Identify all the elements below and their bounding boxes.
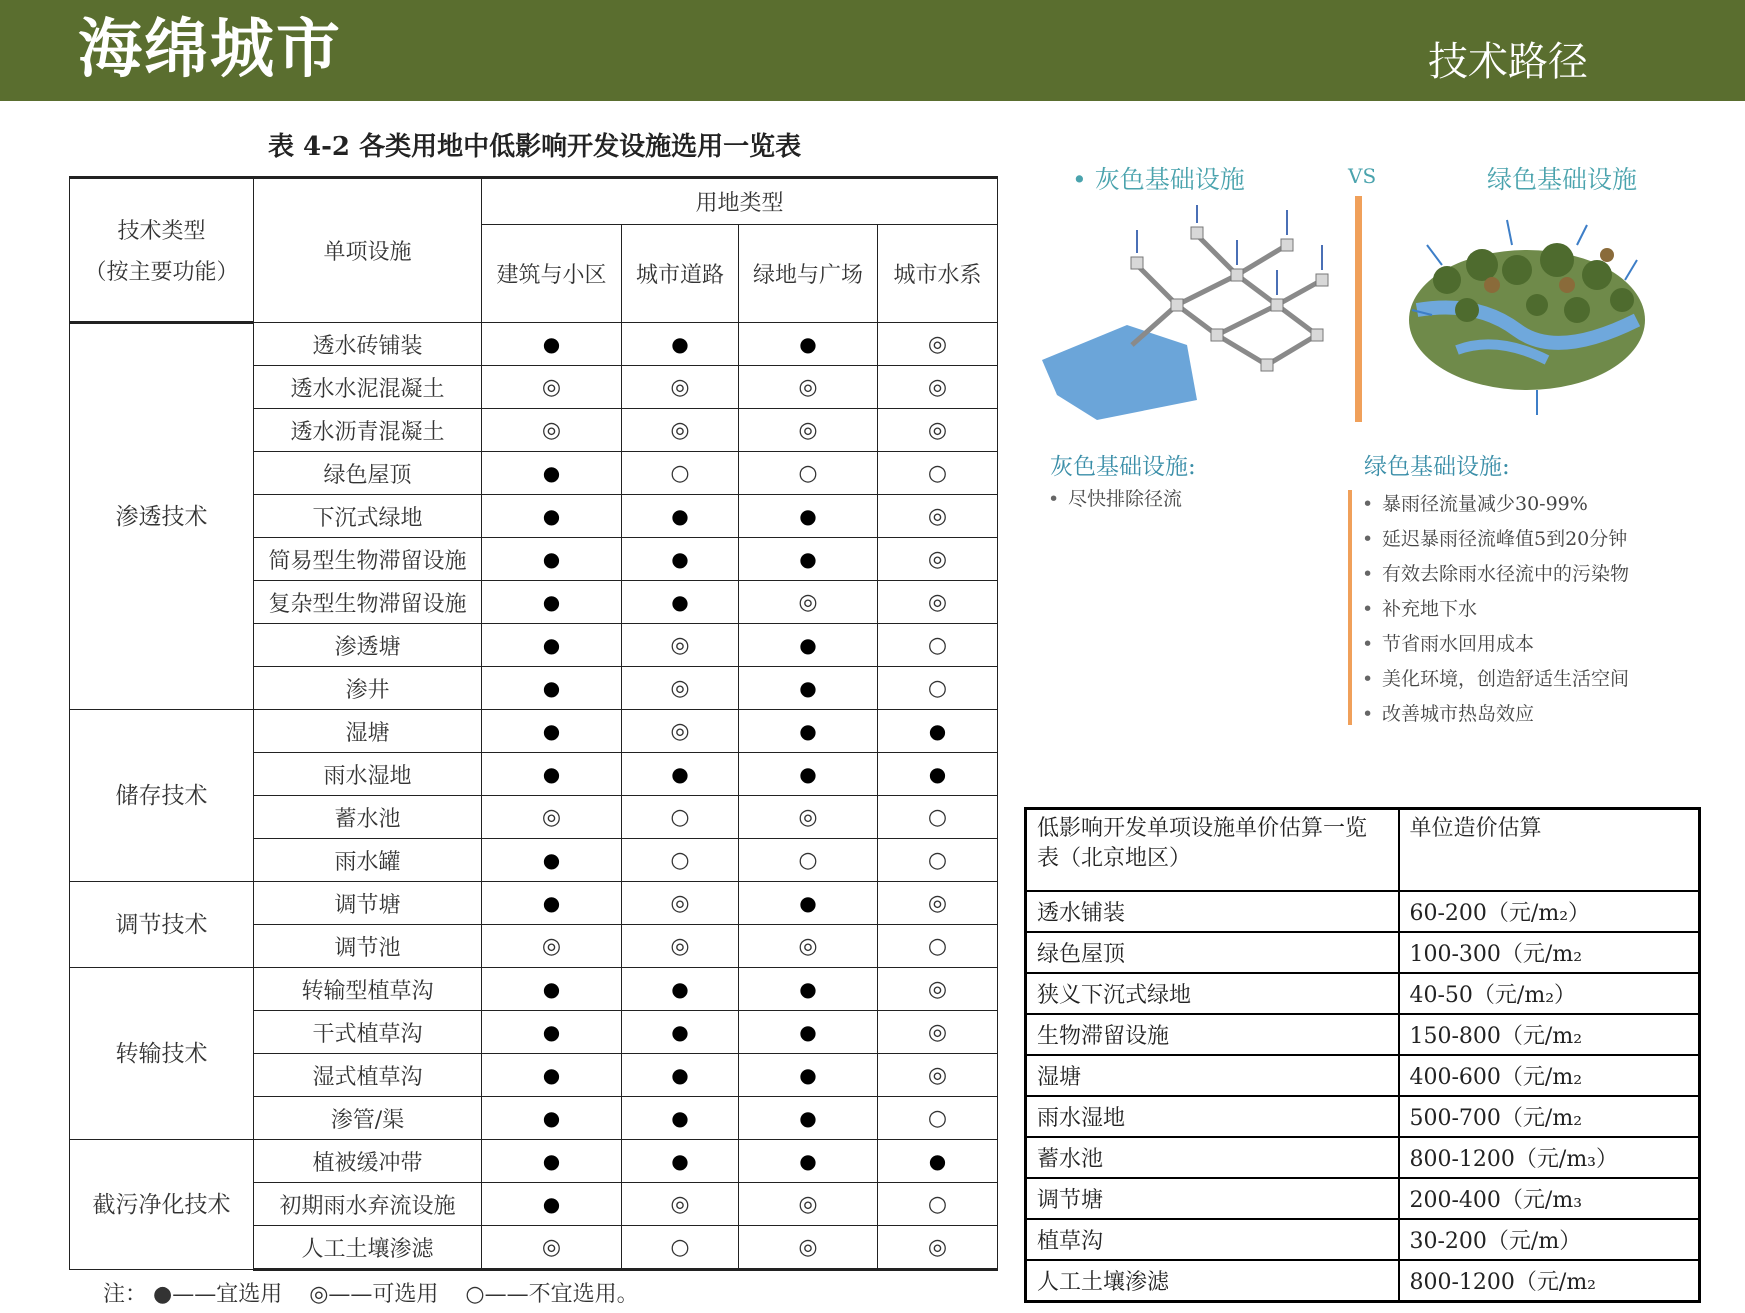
optional-mark: ◎: [798, 933, 818, 959]
suitable-mark: ●: [928, 761, 947, 786]
optional-mark: ◎: [670, 1191, 690, 1217]
cost-price-cell: 40-50（元/m₂）: [1399, 973, 1700, 1014]
suitable-mark: ●: [542, 1062, 561, 1087]
suitability-cell: [482, 839, 622, 882]
suitability-cell: [482, 624, 622, 667]
table-legend: [103, 1277, 645, 1308]
cost-table-body: [1026, 891, 1700, 1302]
suitability-cell: [739, 1011, 878, 1054]
optional-mark: ◎: [927, 546, 948, 572]
suitable-mark: ●: [799, 1105, 817, 1130]
optional-mark: ◎: [927, 417, 948, 443]
optional-mark: ◎: [541, 417, 562, 443]
optional-mark: ◎: [927, 976, 948, 1002]
suitability-cell: [482, 753, 622, 796]
cost-price-cell: 200-400（元/m₃: [1399, 1178, 1700, 1219]
table-row: [70, 968, 998, 1011]
suitable-mark: ●: [542, 503, 561, 528]
suitable-mark: ●: [799, 331, 817, 356]
suitability-cell: [622, 409, 739, 452]
green-point: 延迟暴雨径流峰值5到20分钟: [1382, 528, 1628, 550]
facility-cell: 透水砖铺装: [254, 323, 482, 366]
optional-mark: ◎: [670, 374, 690, 400]
list-item: • 补充地下水: [1362, 598, 1478, 620]
suitable-mark: ●: [542, 761, 561, 786]
suitability-cell: [739, 1054, 878, 1097]
gray-point: 尽快排除径流: [1068, 488, 1183, 510]
suitability-cell: [622, 839, 739, 882]
suitability-cell: [739, 968, 878, 1011]
table-row: [1026, 809, 1700, 892]
unsuitable-mark: ○: [670, 847, 690, 873]
gray-pipe-illustration: [1037, 205, 1347, 435]
facility-cell: 渗透塘: [254, 624, 482, 667]
suitable-mark: ●: [671, 1105, 689, 1130]
suitability-cell: [878, 839, 998, 882]
list-item: • 延迟暴雨径流峰值5到20分钟: [1362, 528, 1628, 550]
suitability-cell: [739, 667, 878, 710]
unsuitable-mark: ○: [927, 933, 948, 959]
facility-cell: 简易型生物滞留设施: [254, 538, 482, 581]
table-row: [1026, 1219, 1700, 1260]
suitability-cell: [482, 1140, 622, 1183]
suitability-cell: [739, 1097, 878, 1140]
cost-price-cell: 800-1200（元/m₂: [1399, 1260, 1700, 1302]
cost-header-facility: 低影响开发单项设施单价估算一览表（北京地区）: [1026, 809, 1399, 892]
list-item: • 改善城市热岛效应: [1362, 703, 1535, 725]
optional-mark: ◎: [541, 1234, 562, 1260]
facility-cell: 绿色屋顶: [254, 452, 482, 495]
suitability-cell: [622, 968, 739, 1011]
cost-price-cell: 400-600（元/m₂: [1399, 1055, 1700, 1096]
table-body: [70, 323, 998, 1270]
suitability-cell: [739, 452, 878, 495]
page-header: [0, 0, 1745, 101]
facility-cell: 人工土壤渗滤: [254, 1226, 482, 1270]
facility-cell: 调节池: [254, 925, 482, 968]
suitability-cell: [739, 624, 878, 667]
suitability-cell: [739, 538, 878, 581]
optional-mark: ◎: [541, 374, 562, 400]
facility-cell: 湿塘: [254, 710, 482, 753]
facility-cell: 雨水罐: [254, 839, 482, 882]
suitable-mark: ●: [799, 890, 817, 915]
unsuitable-mark: ○: [798, 460, 818, 486]
suitability-cell: [622, 495, 739, 538]
suitability-cell: [482, 366, 622, 409]
suitability-cell: [482, 452, 622, 495]
table-row: [1026, 1178, 1700, 1219]
suitability-cell: [739, 1226, 878, 1270]
unsuitable-mark: ○: [927, 632, 948, 658]
infrastructure-comparison: [1032, 150, 1682, 740]
green-point: 有效去除雨水径流中的污染物: [1382, 563, 1630, 585]
suitability-cell: [622, 1011, 739, 1054]
suitability-cell: [739, 1183, 878, 1226]
green-point: 改善城市热岛效应: [1382, 703, 1535, 725]
header-tech-type-line1: 技术类型: [117, 219, 206, 244]
suitability-cell: [739, 710, 878, 753]
optional-mark: ◎: [927, 589, 948, 615]
unsuitable-mark: ○: [927, 675, 948, 701]
suitability-cell: [878, 538, 998, 581]
suitable-mark: ●: [799, 976, 817, 1001]
green-point: 暴雨径流量减少30-99%: [1382, 493, 1588, 515]
header-land-type: 城市水系: [878, 225, 998, 323]
unsuitable-mark: ○: [670, 804, 690, 830]
cost-facility-cell: 植草沟: [1026, 1219, 1399, 1260]
cost-facility-cell: 调节塘: [1026, 1178, 1399, 1219]
category-cell: 截污净化技术: [70, 1140, 254, 1270]
optional-mark: ◎: [670, 417, 690, 443]
suitability-cell: [878, 581, 998, 624]
suitable-mark: ●: [671, 589, 689, 614]
optional-mark: ◎: [670, 718, 690, 744]
table-row: [70, 1140, 998, 1183]
suitability-cell: [878, 753, 998, 796]
suitability-cell: [482, 409, 622, 452]
cost-estimate-table: [1024, 807, 1701, 1303]
suitability-cell: [622, 1140, 739, 1183]
suitable-mark: ●: [542, 1148, 561, 1173]
lid-facility-table: [69, 176, 998, 1271]
green-list-bar: [1348, 490, 1352, 725]
suitability-cell: [622, 796, 739, 839]
facility-cell: 调节塘: [254, 882, 482, 925]
suitability-cell: [482, 538, 622, 581]
suitable-mark: ●: [799, 1148, 817, 1173]
suitability-cell: [482, 968, 622, 1011]
cost-facility-cell: 雨水湿地: [1026, 1096, 1399, 1137]
table-row: [70, 882, 998, 925]
suitability-cell: [622, 581, 739, 624]
suitability-cell: [739, 753, 878, 796]
optional-mark: ◎: [927, 503, 948, 529]
legend-filled: ●——宜选用: [153, 1282, 283, 1307]
optional-mark: ◎: [798, 417, 818, 443]
facility-cell: 植被缓冲带: [254, 1140, 482, 1183]
suitability-cell: [739, 796, 878, 839]
suitability-cell: [878, 495, 998, 538]
unsuitable-mark: ○: [927, 847, 948, 873]
green-landscape-illustration: [1397, 210, 1657, 430]
suitable-mark: ●: [799, 675, 817, 700]
suitable-mark: ●: [542, 976, 561, 1001]
suitable-mark: ●: [671, 546, 689, 571]
suitability-cell: [482, 1183, 622, 1226]
header-facility: 单项设施: [254, 178, 482, 323]
suitability-cell: [878, 1140, 998, 1183]
suitable-mark: ●: [542, 331, 561, 356]
green-point: 补充地下水: [1382, 598, 1478, 620]
suitability-cell: [622, 882, 739, 925]
suitability-cell: [878, 452, 998, 495]
suitable-mark: ●: [542, 847, 561, 872]
unsuitable-mark: ○: [927, 1191, 948, 1217]
suitable-mark: ●: [671, 503, 689, 528]
cost-facility-cell: 透水铺装: [1026, 891, 1399, 932]
optional-mark: ◎: [927, 1234, 948, 1260]
table-row: [1026, 932, 1700, 973]
optional-mark: ◎: [798, 1234, 818, 1260]
table-row: [1026, 973, 1700, 1014]
optional-mark: ◎: [798, 804, 818, 830]
cost-facility-cell: 生物滞留设施: [1026, 1014, 1399, 1055]
optional-mark: ◎: [798, 374, 818, 400]
suitable-mark: ●: [799, 718, 817, 743]
facility-cell: 干式植草沟: [254, 1011, 482, 1054]
cost-price-cell: 150-800（元/m₂: [1399, 1014, 1700, 1055]
optional-mark: ◎: [927, 331, 948, 357]
suitability-cell: [622, 1097, 739, 1140]
gray-infra-points: [1048, 484, 1182, 515]
table-caption: 表 4-2 各类用地中低影响开发设施选用一览表: [268, 132, 802, 162]
header-tech-type: [70, 178, 254, 323]
category-cell: 调节技术: [70, 882, 254, 968]
suitability-cell: [878, 1226, 998, 1270]
page-subtitle: 技术路径: [1428, 39, 1588, 85]
facility-cell: 透水沥青混凝土: [254, 409, 482, 452]
optional-mark: ◎: [670, 933, 690, 959]
suitable-mark: ●: [542, 890, 561, 915]
suitability-cell: [622, 452, 739, 495]
table-row: [1026, 1137, 1700, 1178]
suitability-cell: [739, 495, 878, 538]
suitability-cell: [878, 968, 998, 1011]
header-land-type: 建筑与小区: [482, 225, 622, 323]
page-title: 海绵城市: [78, 13, 342, 87]
suitability-cell: [482, 710, 622, 753]
suitability-cell: [878, 667, 998, 710]
suitability-cell: [622, 323, 739, 366]
cost-facility-cell: 人工土壤渗滤: [1026, 1260, 1399, 1302]
optional-mark: ◎: [541, 804, 562, 830]
suitability-cell: [622, 1183, 739, 1226]
suitability-cell: [482, 581, 622, 624]
suitable-mark: ●: [542, 718, 561, 743]
list-item: • 有效去除雨水径流中的污染物: [1362, 563, 1630, 585]
optional-mark: ◎: [670, 632, 690, 658]
suitable-mark: ●: [542, 1191, 561, 1216]
suitability-cell: [878, 1054, 998, 1097]
suitability-cell: [622, 925, 739, 968]
suitability-cell: [878, 710, 998, 753]
suitable-mark: ●: [671, 1062, 689, 1087]
facility-cell: 渗管/渠: [254, 1097, 482, 1140]
suitability-cell: [482, 796, 622, 839]
green-point: 节省雨水回用成本: [1382, 633, 1535, 655]
facility-cell: 雨水湿地: [254, 753, 482, 796]
legend-empty: ○——不宜选用。: [465, 1282, 639, 1307]
optional-mark: ◎: [798, 1191, 818, 1217]
cost-price-cell: 60-200（元/m₂）: [1399, 891, 1700, 932]
cost-price-cell: 30-200（元/m）: [1399, 1219, 1700, 1260]
suitable-mark: ●: [542, 1105, 561, 1130]
table-row: [1026, 1014, 1700, 1055]
table-row: [70, 323, 998, 366]
unsuitable-mark: ○: [927, 1105, 948, 1131]
suitable-mark: ●: [799, 761, 817, 786]
facility-cell: 下沉式绿地: [254, 495, 482, 538]
facility-cell: 湿式植草沟: [254, 1054, 482, 1097]
vs-divider: [1355, 196, 1362, 422]
suitable-mark: ●: [799, 1019, 817, 1044]
gray-infra-heading: 灰色基础设施:: [1050, 454, 1196, 480]
suitability-cell: [739, 1140, 878, 1183]
header-land-type: 城市道路: [622, 225, 739, 323]
legend-prefix: 注：: [103, 1282, 148, 1307]
suitability-cell: [878, 925, 998, 968]
table-row: [70, 710, 998, 753]
suitability-cell: [622, 667, 739, 710]
suitable-mark: ●: [671, 976, 689, 1001]
suitability-cell: [739, 925, 878, 968]
suitability-cell: [482, 1097, 622, 1140]
list-item: • 尽快排除径流: [1048, 488, 1183, 510]
cost-price-cell: 800-1200（元/m₃）: [1399, 1137, 1700, 1178]
suitable-mark: ●: [928, 718, 947, 743]
category-cell: 渗透技术: [70, 323, 254, 710]
suitability-cell: [878, 323, 998, 366]
facility-cell: 转输型植草沟: [254, 968, 482, 1011]
suitability-cell: [622, 710, 739, 753]
suitability-cell: [622, 1226, 739, 1270]
legend-circled: ◎——可选用: [309, 1282, 439, 1307]
green-infra-title: 绿色基础设施: [1487, 165, 1638, 194]
unsuitable-mark: ○: [927, 460, 948, 486]
cost-facility-cell: 蓄水池: [1026, 1137, 1399, 1178]
cost-facility-cell: 湿塘: [1026, 1055, 1399, 1096]
suitability-cell: [739, 409, 878, 452]
suitable-mark: ●: [671, 1148, 689, 1173]
suitability-cell: [482, 495, 622, 538]
suitability-cell: [878, 796, 998, 839]
suitability-cell: [739, 366, 878, 409]
suitable-mark: ●: [542, 589, 561, 614]
suitability-cell: [739, 882, 878, 925]
optional-mark: ◎: [927, 1062, 948, 1088]
suitability-cell: [739, 581, 878, 624]
unsuitable-mark: ○: [670, 460, 690, 486]
vs-label: VS: [1348, 164, 1377, 188]
facility-cell: 透水水泥混凝土: [254, 366, 482, 409]
optional-mark: ◎: [670, 675, 690, 701]
suitability-cell: [739, 323, 878, 366]
unsuitable-mark: ○: [798, 847, 818, 873]
optional-mark: ◎: [541, 933, 562, 959]
suitable-mark: ●: [928, 1148, 947, 1173]
suitable-mark: ●: [799, 546, 817, 571]
list-item: • 节省雨水回用成本: [1362, 633, 1535, 655]
suitability-cell: [482, 925, 622, 968]
suitable-mark: ●: [799, 1062, 817, 1087]
optional-mark: ◎: [798, 589, 818, 615]
gray-infra-title: • 灰色基础设施: [1072, 165, 1245, 194]
cost-price-cell: 500-700（元/m₂: [1399, 1096, 1700, 1137]
suitable-mark: ●: [671, 331, 689, 356]
suitability-cell: [482, 1011, 622, 1054]
unsuitable-mark: ○: [927, 804, 948, 830]
suitability-cell: [878, 366, 998, 409]
suitable-mark: ●: [542, 675, 561, 700]
facility-cell: 渗井: [254, 667, 482, 710]
suitability-cell: [878, 882, 998, 925]
optional-mark: ◎: [927, 890, 948, 916]
cost-facility-cell: 狭义下沉式绿地: [1026, 973, 1399, 1014]
category-cell: 转输技术: [70, 968, 254, 1140]
green-infra-points: [1362, 487, 1629, 732]
cost-header-price: 单位造价估算: [1399, 809, 1700, 892]
facility-cell: 初期雨水弃流设施: [254, 1183, 482, 1226]
suitability-cell: [482, 1226, 622, 1270]
suitability-cell: [482, 882, 622, 925]
cost-facility-cell: 绿色屋顶: [1026, 932, 1399, 973]
green-infra-heading: 绿色基础设施:: [1364, 454, 1510, 480]
facility-cell: 复杂型生物滞留设施: [254, 581, 482, 624]
list-item: • 美化环境，创造舒适生活空间: [1362, 668, 1630, 690]
header-land-type: 绿地与广场: [739, 225, 878, 323]
suitable-mark: ●: [671, 761, 689, 786]
suitability-cell: [482, 667, 622, 710]
suitable-mark: ●: [542, 632, 561, 657]
unsuitable-mark: ○: [670, 1234, 690, 1260]
suitability-cell: [878, 1011, 998, 1054]
suitable-mark: ●: [799, 632, 817, 657]
category-cell: 储存技术: [70, 710, 254, 882]
cost-price-cell: 100-300（元/m₂: [1399, 932, 1700, 973]
suitability-cell: [482, 1054, 622, 1097]
table-row: [1026, 891, 1700, 932]
suitability-cell: [739, 839, 878, 882]
table-row: [1026, 1260, 1700, 1302]
suitability-cell: [482, 323, 622, 366]
suitability-cell: [878, 1183, 998, 1226]
optional-mark: ◎: [927, 374, 948, 400]
suitable-mark: ●: [671, 1019, 689, 1044]
suitable-mark: ●: [542, 460, 561, 485]
header-tech-type-line2: （按主要功能）: [84, 260, 239, 285]
suitability-cell: [878, 1097, 998, 1140]
table-row: [1026, 1055, 1700, 1096]
suitability-cell: [878, 624, 998, 667]
suitability-cell: [622, 1054, 739, 1097]
suitability-cell: [622, 366, 739, 409]
suitable-mark: ●: [542, 546, 561, 571]
suitable-mark: ●: [799, 503, 817, 528]
suitability-cell: [622, 538, 739, 581]
optional-mark: ◎: [927, 1019, 948, 1045]
suitable-mark: ●: [542, 1019, 561, 1044]
table-row: [1026, 1096, 1700, 1137]
header-land-use: 用地类型: [482, 178, 998, 225]
suitability-cell: [622, 624, 739, 667]
list-item: • 暴雨径流量减少30-99%: [1362, 493, 1588, 515]
facility-cell: 蓄水池: [254, 796, 482, 839]
suitability-cell: [622, 753, 739, 796]
green-point: 美化环境，创造舒适生活空间: [1382, 668, 1630, 690]
optional-mark: ◎: [670, 890, 690, 916]
suitability-cell: [878, 409, 998, 452]
